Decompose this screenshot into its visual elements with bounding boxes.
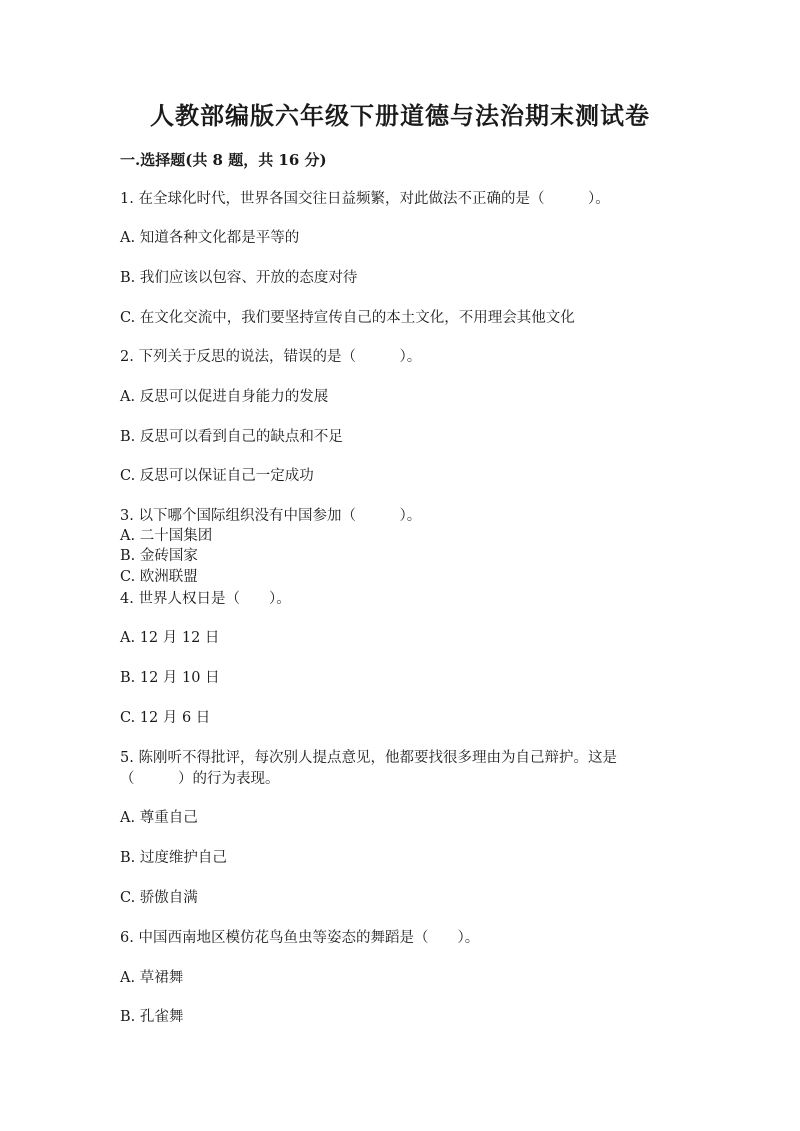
question-6-stem: 6. 中国西南地区模仿花鸟鱼虫等姿态的舞蹈是（ ）。 [120,930,480,946]
question-4-stem: 4. 世界人权日是（ ）。 [120,591,291,607]
question-1-option-a: A. 知道各种文化都是平等的 [120,230,300,246]
question-3-option-a: A. 二十国集团 [120,528,213,544]
question-5-option-a: A. 尊重自己 [120,810,198,826]
question-1-stem: 1. 在全球化时代，世界各国交往日益频繁，对此做法不正确的是（ ）。 [120,191,610,207]
question-3-option-b: B. 金砖国家 [120,548,198,564]
question-4-option-c: C. 12 月 6 日 [120,710,211,726]
document-title: 人教部编版六年级下册道德与法治期末测试卷 [150,101,650,130]
question-1-option-c: C. 在文化交流中，我们要坚持宣传自己的本土文化，不用理会其他文化 [120,310,575,326]
question-2-option-b: B. 反思可以看到自己的缺点和不足 [120,429,343,445]
question-1-option-b: B. 我们应该以包容、开放的态度对待 [120,270,358,286]
question-6-option-b: B. 孔雀舞 [120,1009,184,1025]
question-2-option-a: A. 反思可以促进自身能力的发展 [120,389,329,405]
question-5-option-c: C. 骄傲自满 [120,890,198,906]
question-3-stem: 3. 以下哪个国际组织没有中国参加（ ）。 [120,508,422,524]
question-2-stem: 2. 下列关于反思的说法，错误的是（ ）。 [120,349,422,365]
question-5-stem-line-2: （ ）的行为表现。 [120,771,280,787]
section-heading: 一.选择题(共 8 题，共 16 分) [120,151,327,169]
question-3-option-c: C. 欧洲联盟 [120,569,198,585]
question-6-option-a: A. 草裙舞 [120,970,184,986]
question-5-option-b: B. 过度维护自己 [120,850,227,866]
question-4-option-b: B. 12 月 10 日 [120,670,220,686]
question-5-stem-line-1: 5. 陈刚听不得批评，每次别人提点意见，他都要找很多理由为自己辩护。这是 [120,750,617,766]
question-4-option-a: A. 12 月 12 日 [120,630,220,646]
question-2-option-c: C. 反思可以保证自己一定成功 [120,468,314,484]
